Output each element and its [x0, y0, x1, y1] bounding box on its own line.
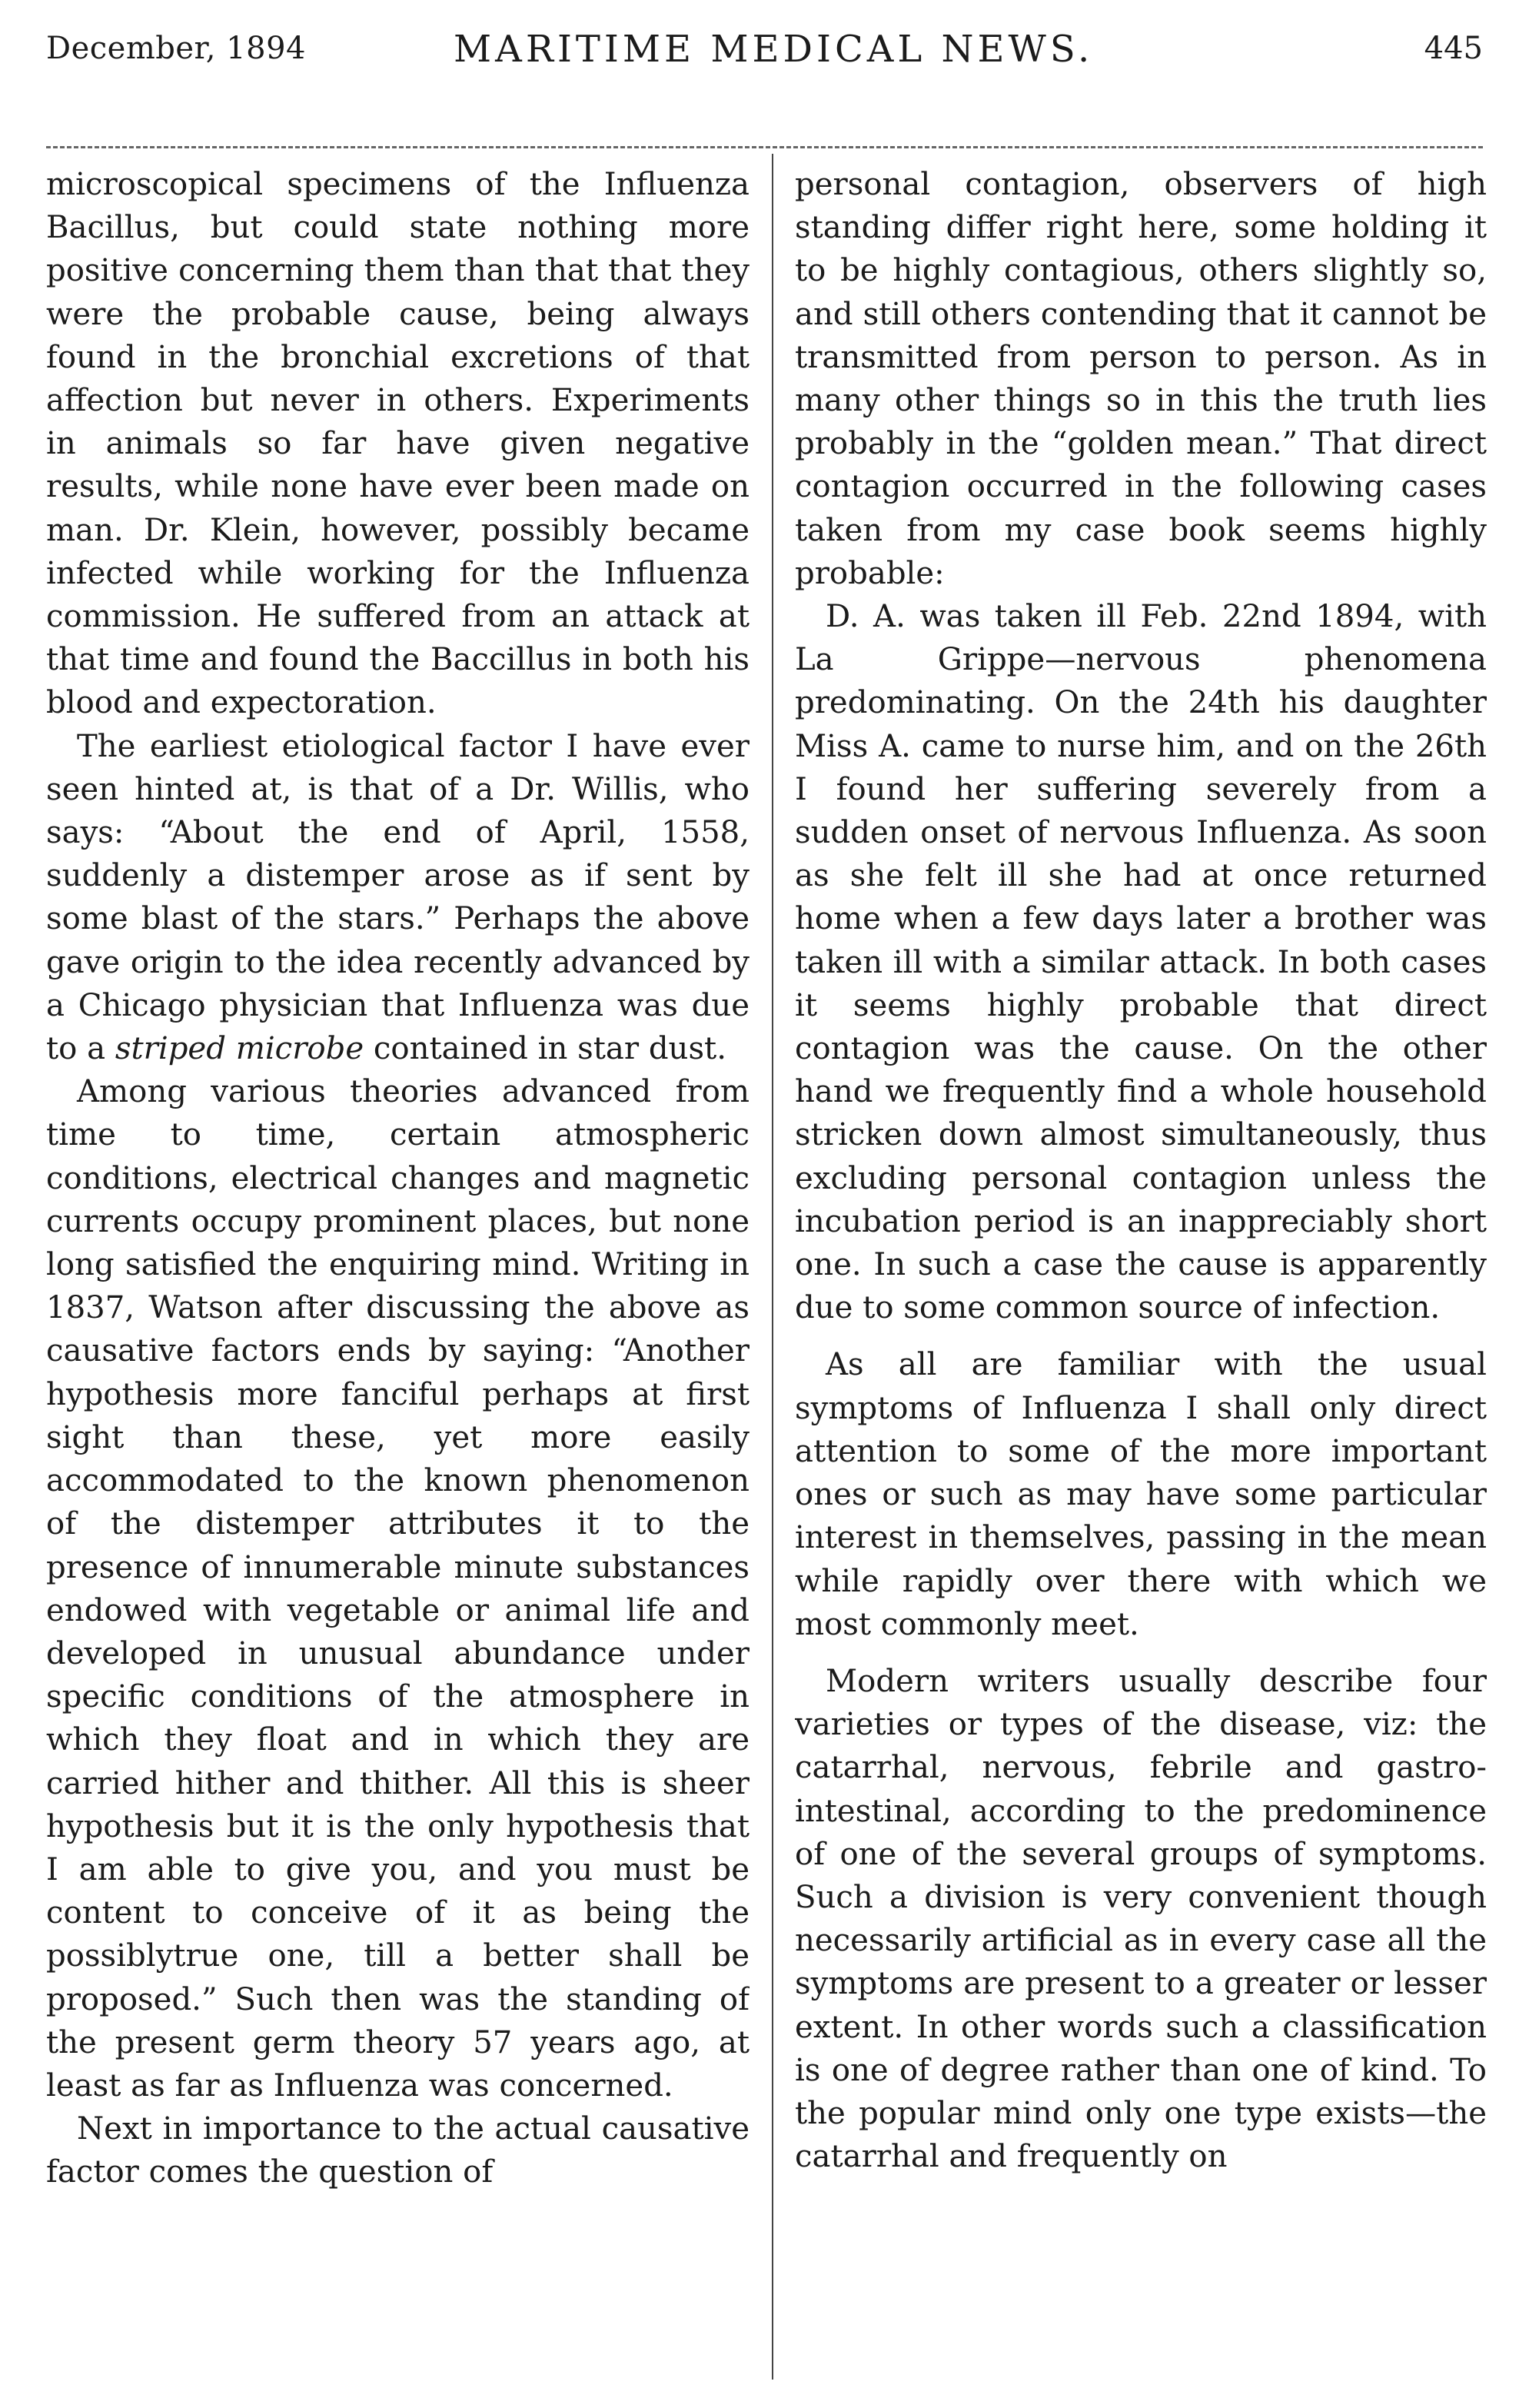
right-paragraph-3: As all are familiar with the usual symptoms of Influenza I shall only direct attention to some of the more important ones or such as may have some particular interest in themselves, passing in the mean while rapidly over there with which we most commonly meet.	[795, 1347, 1487, 1642]
header-page-number: 445	[1424, 31, 1483, 66]
right-paragraph-1: personal contagion, observers of high standing differ right here, some holding it to be highly contagious, others slightly so, and still others contending that it cannot be transmitted from person to person. As in many other things so in this the truth lies probably in the “golden mean.” That direct contagion occurred in the following cases taken from my case book seems highly probable:	[795, 167, 1487, 591]
left-paragraph-2-end: contained in star dust.	[373, 1031, 726, 1067]
left-paragraph-1: microscopical specimens of the Influenza Bacillus, but could state nothing more positive concerning them than that that they were the probable cause, being always found in the bronchial excretions of that affection but never in others. Experiments in animals so far have given negative results, while none have ever been made on man. Dr. Klein, however, possibly became infected while working for the Influenza commission. He suffered from an attack at that time and found the Baccillus in both his blood and expectoration.	[46, 167, 750, 721]
left-paragraph-4: Next in importance to the actual causative factor comes the question of	[46, 2111, 750, 2190]
left-paragraph-3: Among various theories advanced from time to time, certain atmospheric conditions, electrical changes and magnetic currents occupy prominent places, but none long satisfied the enquiring mind. Writing in 1837, Watson after discussing the above as causative factors ends by saying: “Another hypothesis more fanciful perhaps at first sight than these, yet more easily accommodated to the known phenomenon of the distemper attributes it to the presence of innumerable minute substances endowed with vegetable or animal life and developed in unusual abundance under specific conditions of the atmosphere in which they float and in which they are carried hither and thither. All this is sheer hypothesis but it is the only hypothesis that I am able to give you, and you must be content to conceive of it as being the possiblytrue one, till a better shall be proposed.” Such then was the standing of the present germ theory 57 years ago, at least as far as Influenza was concerned.	[46, 1074, 750, 2104]
left-paragraph-2-italic: striped microbe	[115, 1031, 364, 1067]
header-date: December, 1894	[46, 31, 306, 66]
header-rule	[46, 146, 1483, 148]
header-journal-title: MARITIME MEDICAL NEWS.	[454, 28, 1094, 71]
right-paragraph-4: Modern writers usually describe four varieties or types of the disease, viz: the catarrhal, nervous, febrile and gastro-intestinal, according to the predominence of one of the several groups of symptoms. Such a division is very convenient though necessarily artificial as in every case all the symptoms are present to a greater or lesser extent. In other words such a classification is one of degree rather than one of kind. To the popular mind only one type exists—the catarrhal and frequently on	[795, 1663, 1487, 2175]
column-divider	[772, 154, 773, 2380]
left-column	[46, 163, 750, 2194]
left-paragraph-2	[46, 725, 750, 1071]
right-paragraph-2: D. A. was taken ill Feb. 22nd 1894, with La Grippe—nervous phenomena predominating. On the 24th his daughter Miss A. came to nurse him, and on the 26th I found her suffering severely from a sudden onset of nervous Influenza. As soon as she felt ill she had at once returned home when a few days later a brother was taken ill with a similar attack. In both cases it seems highly probable that direct contagion was the cause. On the other hand we frequently find a whole household stricken down almost simultaneously, thus excluding personal contagion unless the incubation period is an inappreciably short one. In such a case the cause is apparently due to some common source of infection.	[795, 599, 1487, 1326]
running-header	[46, 14, 1483, 98]
right-column	[795, 163, 1487, 2178]
left-paragraph-2-text: The earliest etiological factor I have ever seen hinted at, is that of a Dr. Willis, who says: “About the end of April, 1558, suddenly a distemper arose as if sent by some blast of the stars.” Perhaps the above gave origin to the idea recently advanced by a Chicago physician that Influenza was due to a	[46, 728, 750, 1067]
